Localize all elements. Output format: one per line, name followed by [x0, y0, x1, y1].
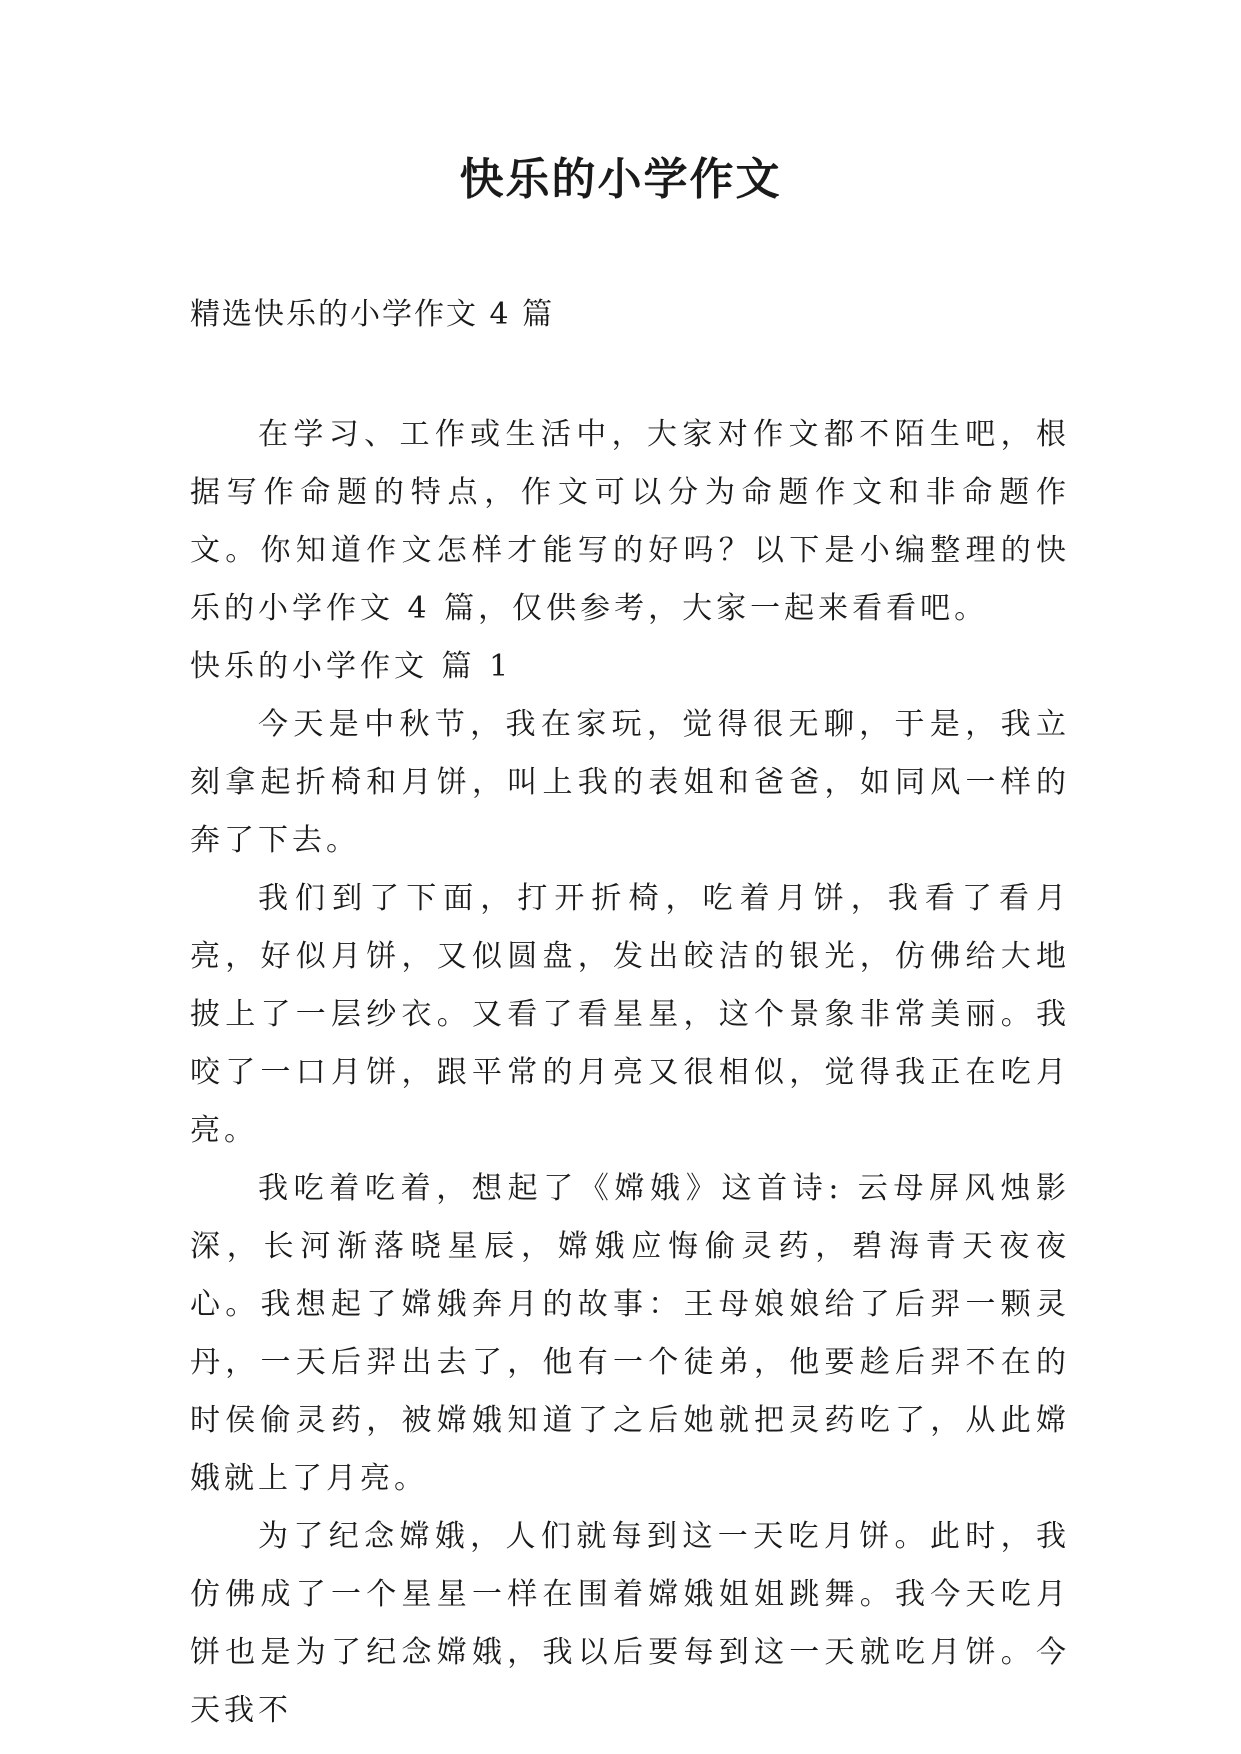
body-paragraph-3: 我吃着吃着，想起了《嫦娥》这首诗: 云母屏风烛影深，长河渐落晓星辰，嫦娥应悔偷灵药，碧海青天夜夜心。我想起了嫦娥奔月的故事：王母娘娘给了后羿一颗灵丹，一天后羿出去了，他有一个徒弟，他要趁后羿不在的时侯偷灵药，被嫦娥知道了之后她就把灵药吃了，从此嫦娥就上了月亮。	[190, 1171, 1070, 1496]
body-paragraph-1: 今天是中秋节，我在家玩，觉得很无聊，于是，我立刻拿起折椅和月饼，叫上我的表姐和爸爸，如同风一样的奔了下去。	[190, 707, 1070, 858]
document-subtitle: 精选快乐的小学作文 4 篇	[190, 297, 555, 332]
document-body	[190, 406, 1070, 1740]
intro-paragraph: 在学习、工作或生活中，大家对作文都不陌生吧，根据写作命题的特点，作文可以分为命题作文和非命题作文。你知道作文怎样才能写的好吗？以下是小编整理的快乐的小学作文 4 篇，仅供参考，大家一起来看看吧。	[190, 417, 1070, 626]
body-paragraph-4: 为了纪念嫦娥，人们就每到这一天吃月饼。此时，我仿佛成了一个星星一样在围着嫦娥姐姐跳舞。我今天吃月饼也是为了纪念嫦娥，我以后要每到这一天就吃月饼。今天我不	[190, 1519, 1070, 1728]
document-title: 快乐的小学作文	[459, 154, 782, 205]
section-heading: 快乐的小学作文 篇 1	[190, 649, 513, 684]
body-paragraph-2: 我们到了下面，打开折椅，吃着月饼，我看了看月亮，好似月饼，又似圆盘，发出皎洁的银光，仿佛给大地披上了一层纱衣。又看了看星星，这个景象非常美丽。我咬了一口月饼，跟平常的月亮又很相似，觉得我正在吃月亮。	[190, 881, 1070, 1148]
